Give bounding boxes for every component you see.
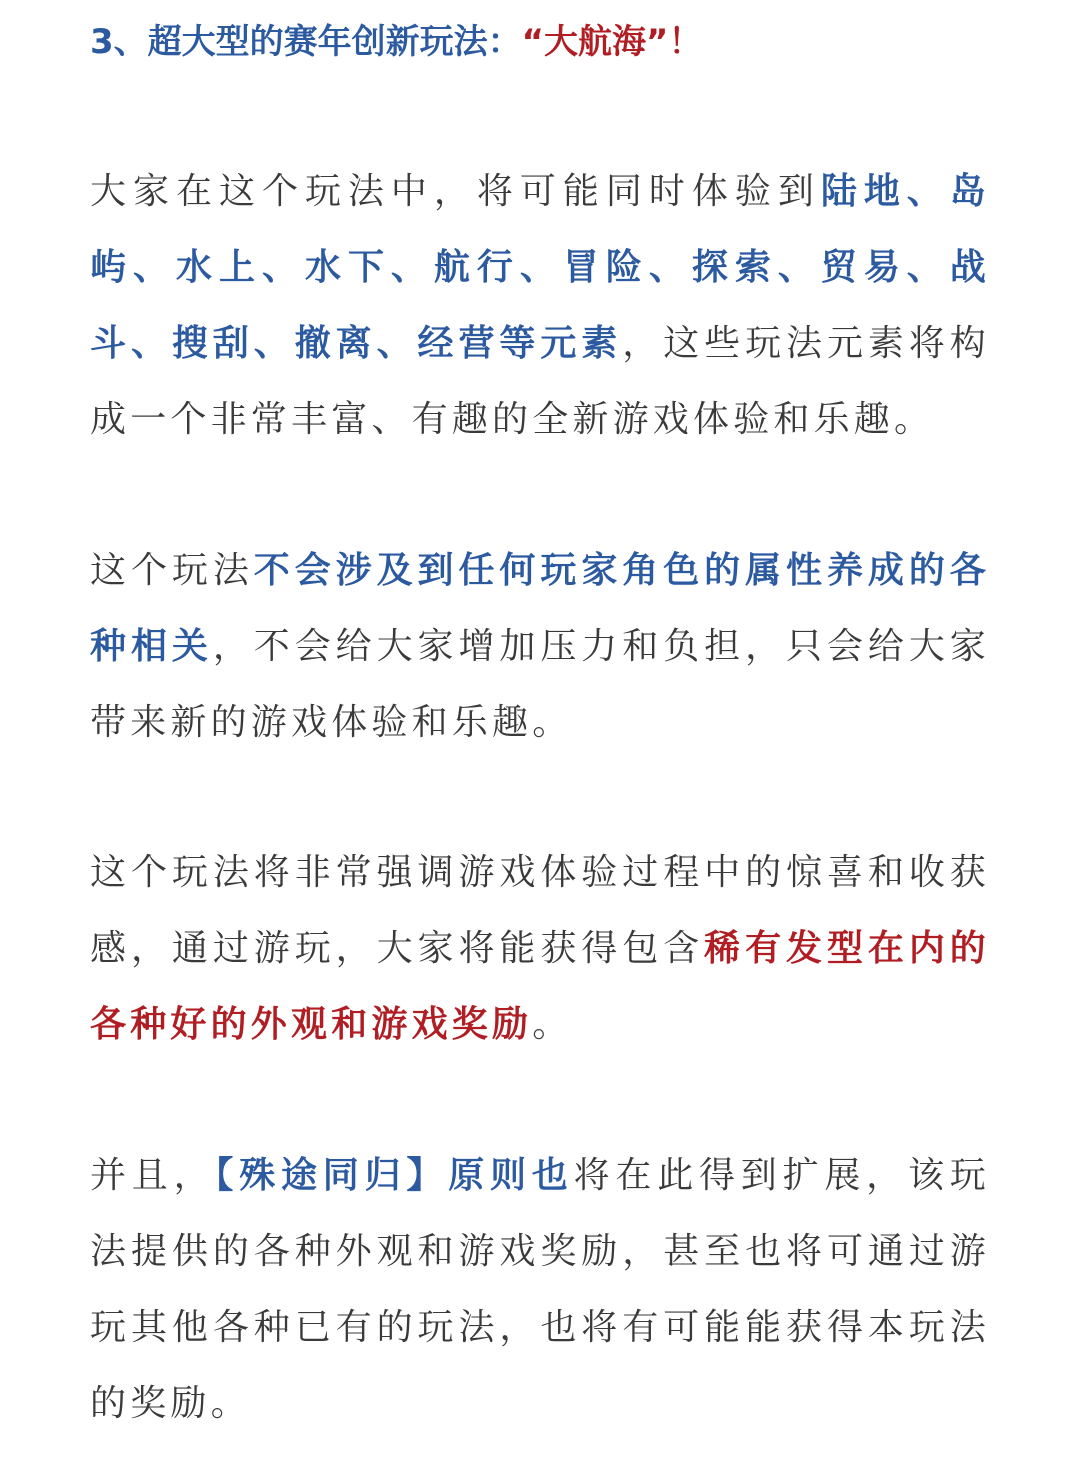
p4-text-2: 将在此得到扩展，该玩法提供的各种外观和游戏奖励，甚至也将可通过游玩其他各种已有的玩法，也将有可能能获得本玩法的奖励。 [90,1155,990,1424]
paragraph-no-progression [90,533,990,761]
p2-text-1: 这个玩法 [90,550,254,591]
heading-highlight: “大航海” [521,22,669,62]
paragraph-principle [90,1138,990,1442]
p3-highlight-rewards: 稀有发型在内的各种好的外观和游戏奖励 [90,928,990,1045]
p3-text-2: 。 [532,1004,573,1045]
p3-text-1: 这个玩法将非常强调游戏体验过程中的惊喜和收获感，通过游玩，大家将能获得包含 [90,852,990,969]
p4-highlight-principle: 【殊途同归】原则也 [215,1155,574,1196]
p2-text-2: ，不会给大家增加压力和负担，只会给大家带来新的游戏体验和乐趣。 [90,626,990,743]
paragraph-rewards [90,835,990,1063]
heading-suffix: ！ [668,22,703,62]
p1-highlight-elements: 陆地、岛屿、水上、水下、航行、冒险、探索、贸易、战斗、搜刮、撤离、经营等元素 [90,171,990,364]
p2-highlight: 不会涉及到任何玩家角色的属性养成的各种相关 [90,550,990,667]
paragraph-elements [90,154,990,458]
p1-text-1: 大家在这个玩法中，将可能同时体验到 [90,171,821,212]
p4-text-1: 并且， [90,1155,216,1196]
p1-text-2: ，这些玩法元素将构成一个非常丰富、有趣的全新游戏体验和乐趣。 [90,323,990,440]
section-heading [90,18,990,66]
heading-prefix: 3、超大型的赛年创新玩法： [90,22,522,62]
